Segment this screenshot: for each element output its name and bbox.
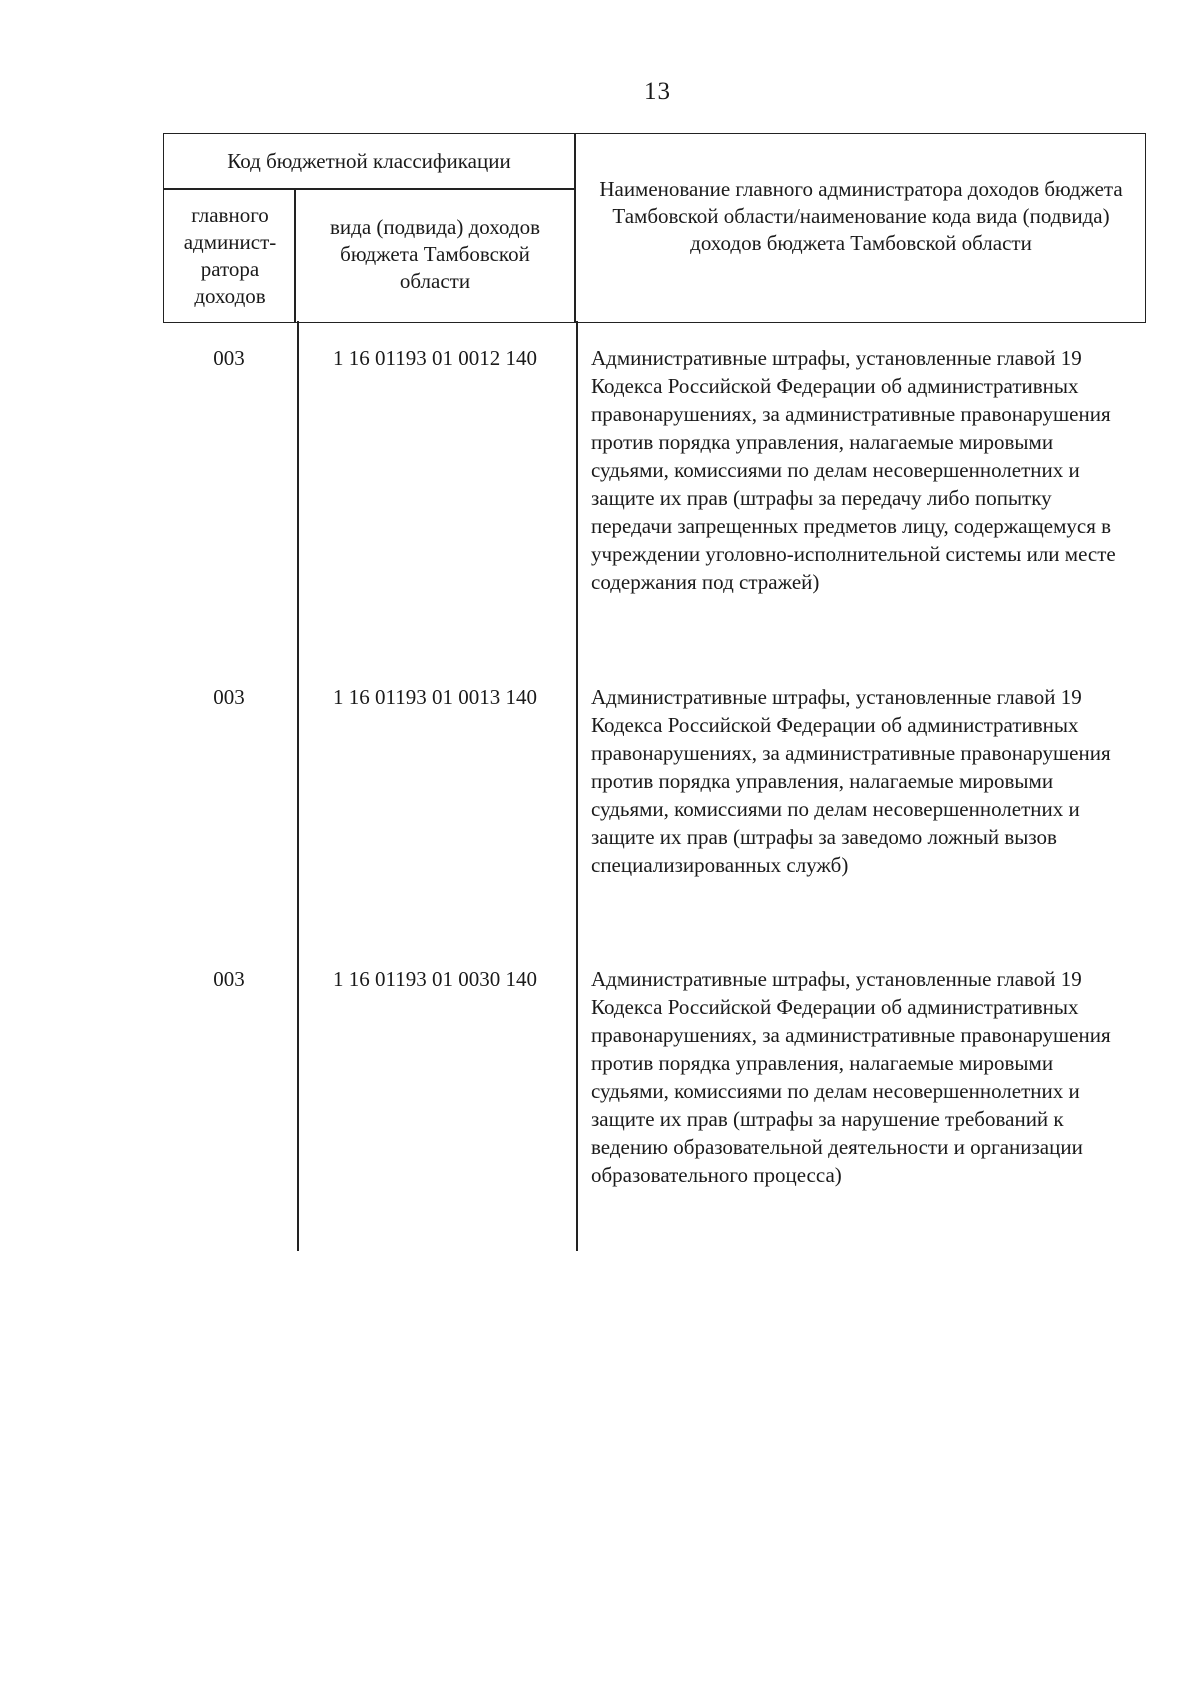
header-col-name: Наименование главного администратора доходов бюджета Тамбовской области/наименование кода вида (подвида) доходов бюджета Тамбовской области <box>599 177 1123 255</box>
row-admin-code: 003 <box>213 685 245 709</box>
header-divider-main <box>574 134 576 322</box>
header-divider-group <box>164 188 574 190</box>
row-budget-code: 1 16 01193 01 0012 140 <box>333 346 537 370</box>
header-divider-sub <box>294 188 296 322</box>
row-budget-code: 1 16 01193 01 0030 140 <box>333 967 537 991</box>
body-divider-code <box>297 321 299 1251</box>
row-budget-code: 1 16 01193 01 0013 140 <box>333 685 537 709</box>
row-admin-code: 003 <box>213 346 245 370</box>
row-description: Административные штрафы, установленные главой 19 Кодекса Российской Федерации об административных правонарушениях, за административные правонарушения против порядка управления, налагаемые мировыми судьями, комиссиями по делам несовершеннолетних и защите их прав (штрафы за заведомо ложный вызов специализированных служб) <box>591 685 1111 877</box>
row-admin-code: 003 <box>213 967 245 991</box>
body-divider-name <box>576 321 578 1251</box>
table-header <box>163 133 1146 323</box>
header-col-admin: главного админист-ратора доходов <box>183 203 277 308</box>
header-col-code: вида (подвида) доходов бюджета Тамбовской области <box>330 215 540 293</box>
row-description: Административные штрафы, установленные главой 19 Кодекса Российской Федерации об административных правонарушениях, за административные правонарушения против порядка управления, налагаемые мировыми судьями, комиссиями по делам несовершеннолетних и защите их прав (штрафы за передачу либо попытку передачи запрещенных предметов лицу, содержащемуся в учреждении уголовно-исполнительной системы или месте содержания под стражей) <box>591 346 1116 594</box>
row-description: Административные штрафы, установленные главой 19 Кодекса Российской Федерации об административных правонарушениях, за административные правонарушения против порядка управления, налагаемые мировыми судьями, комиссиями по делам несовершеннолетних и защите их прав (штрафы за нарушение требований к ведению образовательной деятельности и организации образовательного процесса) <box>591 967 1111 1187</box>
page-number: 13 <box>644 78 671 105</box>
header-group-title: Код бюджетной классификации <box>227 149 511 173</box>
